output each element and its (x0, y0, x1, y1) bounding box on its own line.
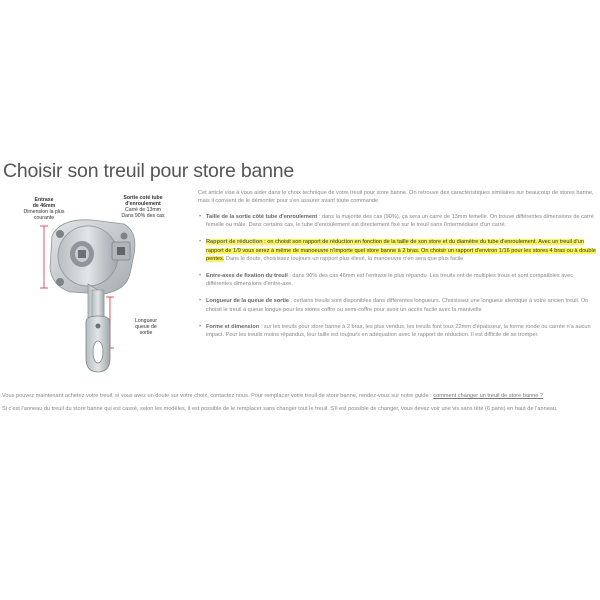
queue-label: Longueur queue de sortie (135, 318, 157, 336)
guide-link[interactable]: comment changer un treuil de store banne ? (433, 393, 544, 399)
bullet-icon: • (199, 323, 202, 330)
footer-paragraph: Vous pouvez maintenant achetez votre treuil, si vous avez un doute sur votre choix, contactez nous. Pour remplacer votre treuil de store banne, rendez-vous sur notre guide : comment changer un treuil de store banne ? (2, 393, 544, 399)
page-title: Choisir son treuil pour store banne (3, 160, 295, 182)
list-item: • Entre-axes de fixation du treuil : dans 90% des cas 46mm est l'entraxe le plus répandu. Les treuils ont de multiples trous et sont compatibles avec différentes dimensions d'entre-axe. (199, 273, 574, 288)
bullet-icon: • (199, 273, 202, 280)
article-body (198, 189, 596, 348)
list-item: • Rapport de réduction : on choisit son rapport de réduction en fonction de la taille de son store et du diamètre du tube d'enroulement. Avec un treuil d'un rapport de 1/9 vous serez à même de manoeuvre n'importe quel store banne à 2 bras. On choisir un rapport d'environ 1/16 pour les stores 4 bras ou à double pentes. Dans le doute, choisissez toujours un rapport plus élevé, la manoeuvre n'en sera que plus facile (199, 239, 596, 262)
list-item: • Forme et dimension : sur les treuils pour store banne à 2 bras, les plus vendus, les treuils font tous 22mm d'épaisseur, la forme ronde ou carrée n'a aucun impact. Pour les treuils moins répandus, leur taille est toujours en adéquation avec le rapport de réduction. Il est difficile de se tromper. (199, 323, 591, 339)
sortie-label: Sortie coté tube d'enroulement Carré de 13mm Dans 90% des cas (121, 195, 165, 219)
highlighted-text: Rapport de réduction : on choisit son rapport de réduction en fonction de la taille de son store et du diamètre du tube d'enroulement. Avec un treuil d'un rapport de 1/9 vous serez à même de manoeuvre n'importe quel store banne à 2 bras. On choisir un rapport d'environ 1/16 pour les stores 4 bras ou à double pentes. (206, 239, 596, 262)
bullet-icon: • (199, 239, 202, 246)
article-intro: Cet article vise à vous aider dans le choix technique de votre treuil pour store banne. On retrouve des caractéristiques similaires sur beaucoup de stores banne, mais il convient de le démonter pour s'en assurer avant toute commande (198, 190, 594, 204)
bullet-icon: • (199, 214, 202, 220)
article-footer (2, 392, 598, 418)
winch-figure (0, 190, 192, 380)
footer-paragraph: Si c'est l'anneau du treuil du store banne qui est cassé, selon les modèles, il est possible de le remplacer sans changer tout le treuil. S'il est possible de changer, vous devez voir une vis sans tête (6 pans) en haut de l'anneau. (2, 406, 558, 413)
criteria-list (198, 213, 596, 339)
entraxe-label: Entraxe de 46mm Dimension la plus courante (23, 197, 65, 221)
bullet-icon: • (199, 298, 202, 305)
list-item: • Taille de la sortie côté tube d'enroulement : dans la majorité des cas (90%), ça sera un carré de 13mm femelle. On trouve différentes dimensions de carré femelle ou mâle. Dans certains cas, le tube d'enroulement est directement fixé sur le treuil sans l'intermédiaire d'un carré. (199, 214, 594, 229)
list-item: • Longueur de la queue de sortie : certains treuils sont disponibles dans différentes longueurs. Choisissez une longueur identique à votre ancien treuil. On choisit le treuil à queue longue pour les stores coffre ou semi-coffre pour avoir un accès facile avec la manivelle (199, 298, 589, 313)
